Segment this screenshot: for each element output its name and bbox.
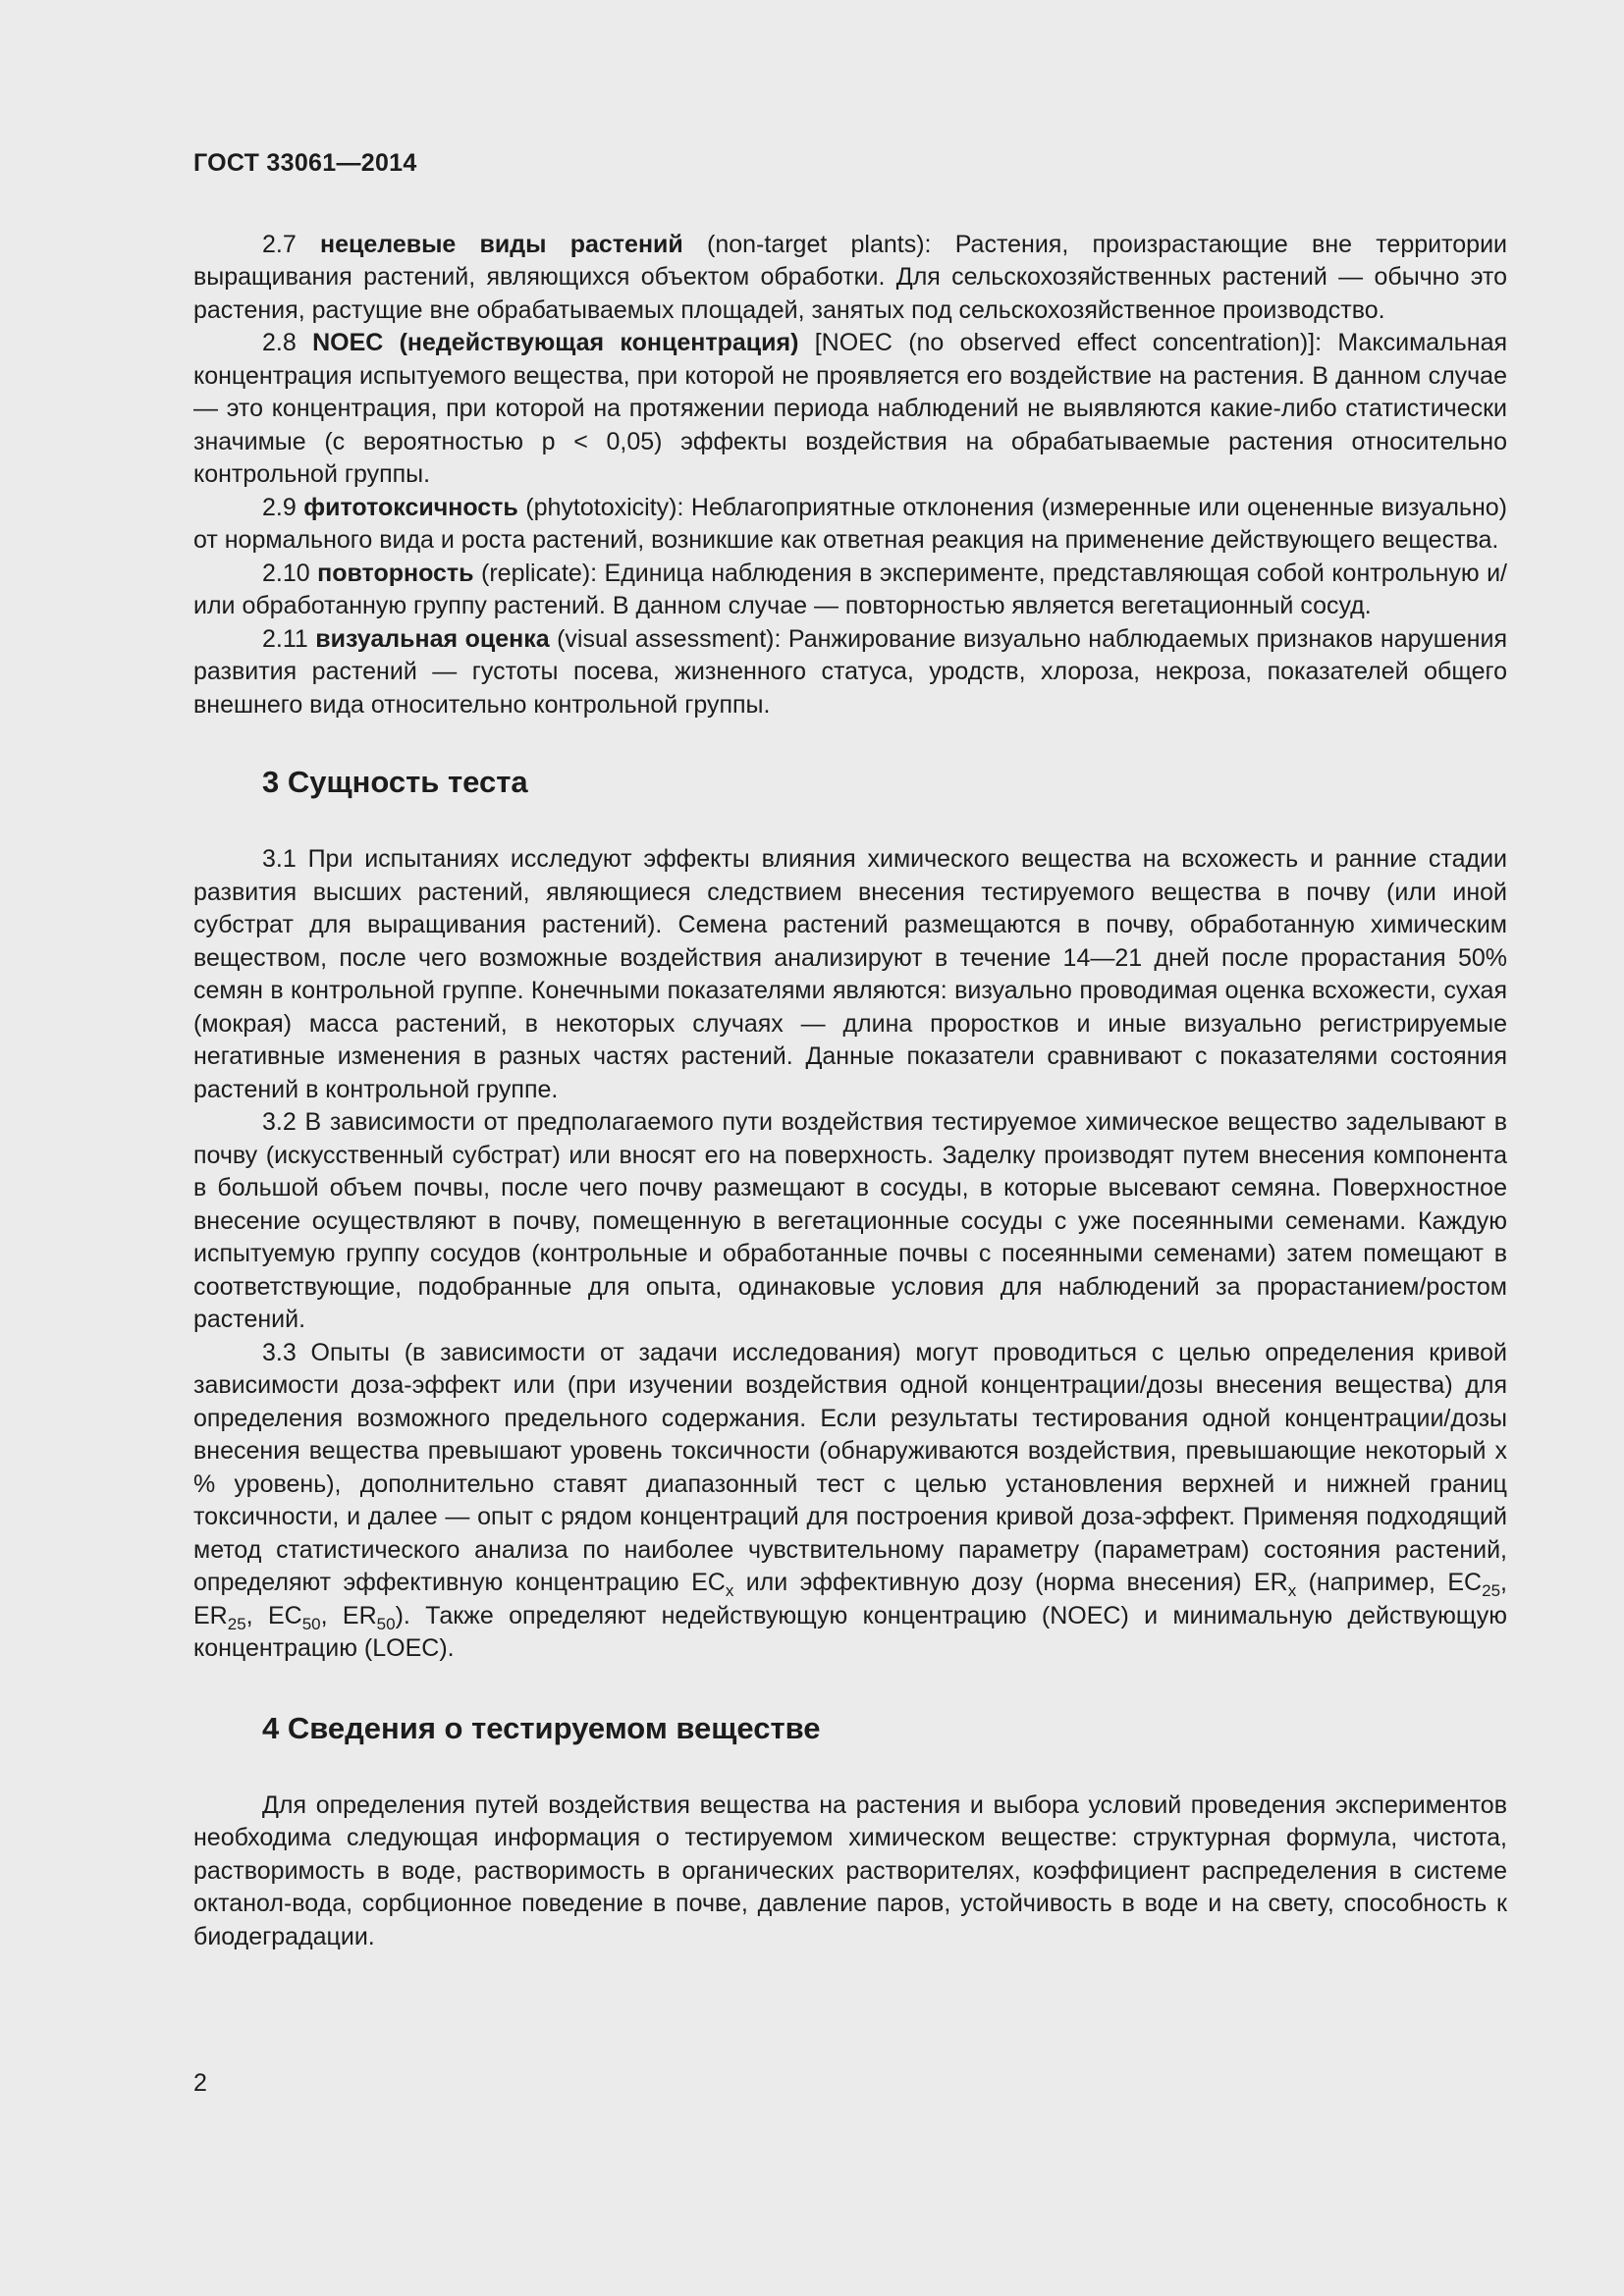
page-number: 2: [193, 2069, 207, 2097]
definition-2-9: [193, 492, 1507, 558]
paragraph-3-2: 3.2 В зависимости от предполагаемого пути воздействия тестируемое химическое вещество заделывают в почву (искусственный субстрат) или вносят его на поверхность. Заделку производят путем внесения компонента в большой объем почвы, после чего почву размещают в сосуды, в которые высевают семяна. Поверхностное внесение осуществляют в почву, помещенную в вегетационные сосуды с уже посеянными семенами. Каждую испытуемую группу сосудов (контрольные и обработанные почвы с посеянными семенами) затем помещают в соответствующие, подобранные для опыта, одинаковые условия для наблюдений за прорастанием/ростом растений.: [193, 1108, 1507, 1333]
def-term: визуальная оценка: [315, 624, 550, 653]
def-body: (phytotoxicity): Неблагоприятные отклонения (измеренные или оцененные визуально) от нормального вида и роста растений, возникшие как ответная реакция на применение действующего вещества.: [193, 493, 1507, 554]
definition-2-8: [193, 327, 1507, 492]
def-term: повторность: [317, 559, 474, 587]
def-term: нецелевые виды растений: [319, 230, 683, 258]
definition-2-11: [193, 623, 1507, 722]
def-term: NOEC (недействующая концентрация): [312, 329, 799, 356]
paragraph-3-3: 3.3 Опыты (в зависимости от задачи исследования) могут проводиться с целью определения кривой зависимости доза-эффект или (при изучении воздействия одной концентрации/дозы внесения вещества) для определения возможного предельного содержания. Если результаты тестирования одной концентрации/дозы внесения вещества превышают уровень токсичности (обнаруживаются воздействия, превышающие некоторый x % уровень), дополнительно ставят диапазонный тест с целью установления верхней и нижней границ токсичности, и далее — опыт с рядом концентраций для построения кривой доза-эффект. Применяя подходящий метод статистического анализа по наиболее чувствительному параметру (параметрам) состояния растений, определяют эффективную концентрацию $EC_x$ или эффективную дозу (норма внесения) $ER_x$ (например, $EC_{25}$, $ER_{25}$, $EC_{50}$, $ER_{50}$). Также определяют недействующую концентрацию (NOEC) и минимальную действующую концентрацию (LOEC).: [193, 1338, 1507, 1662]
def-num: 2.11: [262, 624, 308, 653]
def-num: 2.7: [262, 230, 297, 258]
def-body: (non-target plants): Растения, произрастающие вне территории выращивания растений, являющихся объектом обработки. Для сельскохозяйственных растений — обычно это растения, растущие вне обрабатываемых площадей, занятых под сельскохозяйственное производство.: [193, 230, 1507, 324]
standard-header: ГОСТ 33061—2014: [193, 149, 417, 177]
def-num: 2.8: [262, 329, 297, 356]
definition-2-7: [193, 229, 1507, 328]
def-num: 2.9: [262, 493, 297, 521]
def-term: фитотоксичность: [303, 493, 518, 521]
def-num: 2.10: [262, 559, 310, 587]
definition-2-10: [193, 558, 1507, 623]
section-4-heading: 4 Сведения о тестируемом веществе: [262, 1710, 821, 1745]
document-page: [193, 147, 1507, 1953]
section-3-heading: 3 Сущность теста: [262, 765, 528, 799]
def-body: (visual assessment): Ранжирование визуально наблюдаемых признаков нарушения развития растений — густоты посева, жизненного статуса, уродств, хлороза, некроза, показателей общего внешнего вида относительно контрольной группы.: [193, 624, 1507, 719]
def-body: (replicate): Единица наблюдения в эксперименте, представляющая собой контрольную и/или обработанную группу растений. В данном случае — повторностью является вегетационный сосуд.: [193, 559, 1507, 619]
paragraph-3-1: 3.1 При испытаниях исследуют эффекты влияния химического вещества на всхожесть и ранние стадии развития высших растений, являющиеся следствием внесения тестируемого вещества в почву (или иной субстрат для выращивания растений). Семена растений размещаются в почву, обработанную химическим веществом, после чего возможные воздействия анализируют в течение 14—21 дней после прорастания 50% семян в контрольной группе. Конечными показателями являются: визуально проводимая оценка всхожести, сухая (мокрая) масса растений, в некоторых случаях — длина проростков и иные визуально регистрируемые негативные изменения в разных частях растений. Данные показатели сравнивают с показателями состояния растений в контрольной группе.: [193, 845, 1507, 1103]
def-body: [NOEC (no observed effect concentration)]: Максимальная концентрация испытуемого вещества, при которой не проявляется его воздействие на растения. В данном случае — это концентрация, при которой на протяжении периода наблюдений не выявляются какие-либо статистически значимые (с вероятностью p < 0,05) эффекты воздействия на обрабатываемые растения относительно контрольной группы.: [193, 329, 1508, 488]
paragraph-4: Для определения путей воздействия вещества на растения и выбора условий проведения экспериментов необходима следующая информация о тестируемом химическом веществе: структурная формула, чистота, растворимость в воде, растворимость в органических растворителях, коэффициент распределения в системе октанол-вода, сорбционное поведение в почве, давление паров, устойчивость в воде и на свету, способность к биодеградации.: [193, 1790, 1507, 1950]
